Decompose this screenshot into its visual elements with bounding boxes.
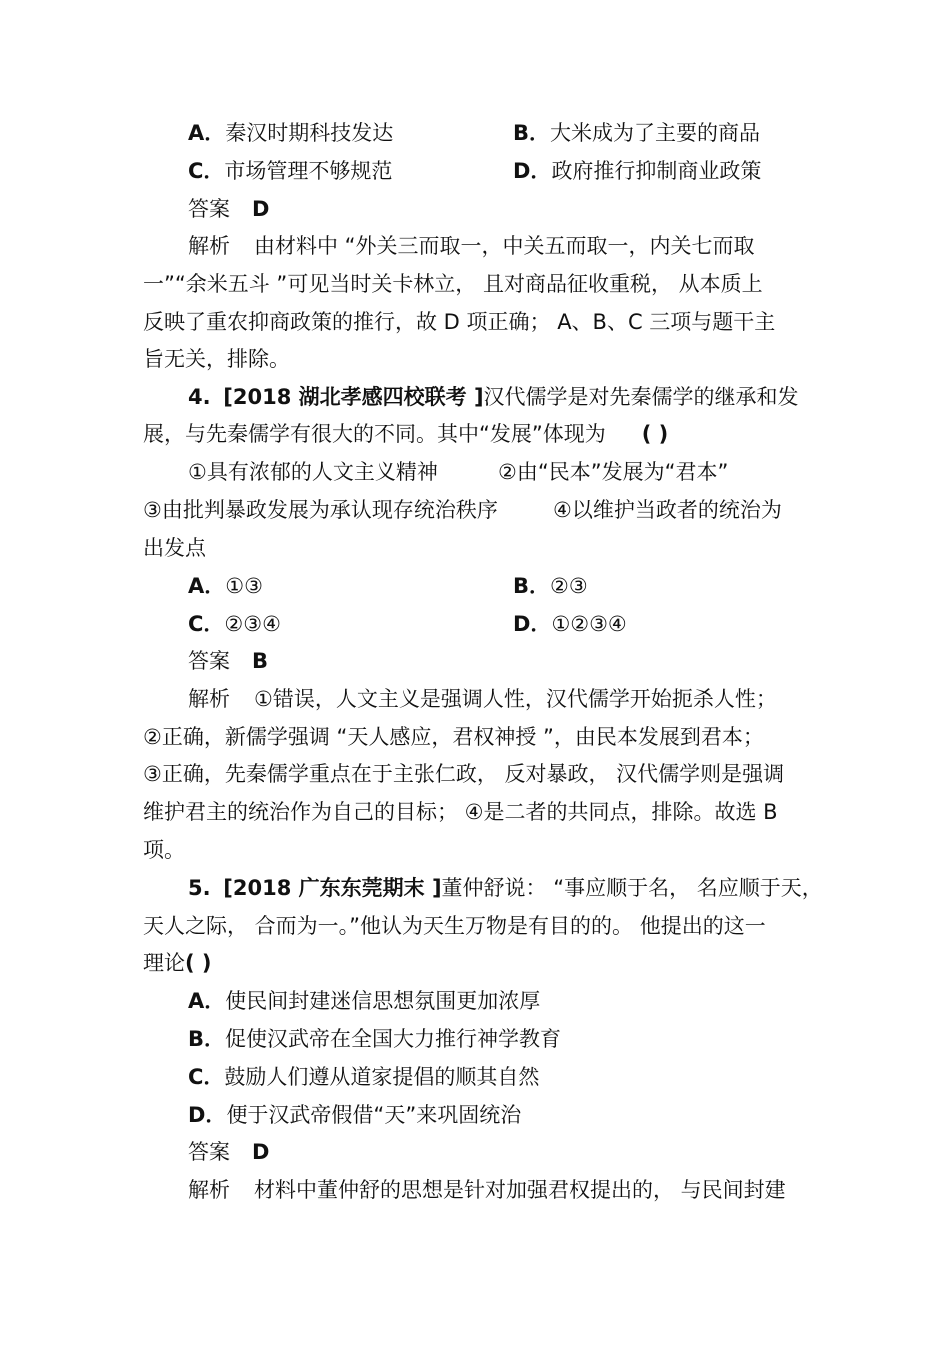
analysis-label: 解析 — [188, 687, 230, 711]
option-letter: B． — [513, 121, 551, 145]
answer-value: D — [252, 197, 270, 221]
q4-option-b — [513, 573, 588, 599]
q5-option-c — [188, 1064, 539, 1090]
q5-stem-line-1 — [188, 875, 823, 901]
q3-option-b — [513, 120, 760, 146]
q4-analysis-line-2: ②正确，新儒学强调 “天人感应，君权神授 ”，由民本发展到君本； — [143, 725, 764, 749]
q3-option-c — [188, 158, 392, 184]
option-letter: D． — [513, 159, 552, 183]
option-letter: C． — [188, 1065, 225, 1089]
option-text: ②③④ — [224, 612, 281, 636]
q4-item-4: ④以维护当政者的统治为 — [553, 498, 782, 522]
q4-item-3: ③由批判暴政发展为承认现存统治秩序 — [143, 498, 498, 522]
option-text: ②③ — [550, 574, 588, 598]
option-text: 秦汉时期科技发达 — [225, 121, 394, 145]
analysis-text: ①错误，人文主义是强调人性，汉代儒学开始扼杀人性； — [254, 687, 777, 711]
stem-text: 展，与先秦儒学有很大的不同。其中“发展”体现为 — [143, 422, 606, 446]
analysis-text: 由材料中 “外关三而取一，中关五而取一，内关七而取 — [254, 234, 755, 258]
answer-paren: ( ) — [185, 951, 212, 975]
analysis-label: 解析 — [188, 1178, 230, 1202]
option-letter: A． — [188, 989, 226, 1013]
q3-answer — [188, 196, 269, 222]
q4-item-2: ②由“民本”发展为“君本” — [498, 460, 729, 484]
q4-analysis-line-1 — [188, 686, 777, 712]
q4-answer — [188, 648, 268, 674]
q5-stem-line-3 — [143, 950, 212, 976]
q4-stem-line-2 — [143, 421, 668, 447]
answer-value: D — [252, 1140, 270, 1164]
answer-paren: ( ) — [641, 422, 669, 446]
stem-text: 理论 — [143, 951, 185, 975]
option-text: 鼓励人们遵从道家提倡的顺其自然 — [224, 1065, 540, 1089]
question-source: [2018 湖北孝感四校联考 ] — [223, 385, 484, 409]
option-text: 使民间封建迷信思想氛围更加浓厚 — [225, 989, 541, 1013]
stem-text: 汉代儒学是对先秦儒学的继承和发 — [483, 385, 799, 409]
option-letter: B． — [188, 1027, 226, 1051]
option-text: 政府推行抑制商业政策 — [551, 159, 762, 183]
option-letter: B． — [513, 574, 551, 598]
q4-analysis-line-5: 项。 — [143, 838, 185, 862]
option-text: 大米成为了主要的商品 — [550, 121, 761, 145]
q4-stem-line-1 — [188, 384, 799, 410]
analysis-text: 材料中董仲舒的思想是针对加强君权提出的， 与民间封建 — [254, 1178, 786, 1202]
option-letter: C． — [188, 612, 225, 636]
q4-analysis-line-3: ③正确，先秦儒学重点在于主张仁政， 反对暴政， 汉代儒学则是强调 — [143, 762, 785, 786]
q5-option-a — [188, 988, 540, 1014]
question-number: 4. — [188, 385, 211, 409]
q3-option-d — [513, 158, 761, 184]
q5-option-d — [188, 1102, 521, 1128]
q5-option-b — [188, 1026, 561, 1052]
answer-value: B — [252, 649, 269, 673]
q4-option-c — [188, 611, 281, 637]
q4-item-1: ①具有浓郁的人文主义精神 — [188, 460, 438, 484]
option-text: ①②③④ — [551, 612, 627, 636]
q3-analysis-line-4: 旨无关，排除。 — [143, 347, 290, 371]
q3-analysis-line-2: 一”“余米五斗 ”可见当时关卡林立， 且对商品征收重税， 从本质上 — [143, 272, 763, 296]
q3-option-a — [188, 120, 393, 146]
stem-text: 董仲舒说： “事应顺于名， 名应顺于天， — [441, 876, 823, 900]
option-text: 促使汉武帝在全国大力推行神学教育 — [225, 1027, 562, 1051]
q5-stem-line-2: 天人之际， 合而为一。”他认为天生万物是有目的的。 他提出的这一 — [143, 914, 766, 938]
analysis-label: 解析 — [188, 234, 230, 258]
option-letter: A． — [188, 574, 226, 598]
q4-option-a — [188, 573, 263, 599]
option-text: 便于汉武帝假借“天”来巩固统治 — [226, 1103, 522, 1127]
question-source: [2018 广东东莞期末 ] — [223, 876, 442, 900]
option-letter: C． — [188, 159, 225, 183]
q4-analysis-line-4: 维护君主的统治作为自己的目标； ④是二者的共同点，排除。故选 B — [143, 800, 778, 824]
question-number: 5. — [188, 876, 211, 900]
answer-label: 答案 — [188, 649, 230, 673]
option-letter: A． — [188, 121, 226, 145]
q4-option-d — [513, 611, 627, 637]
q3-analysis-line-3: 反映了重农抑商政策的推行，故 D 项正确； A、B、C 三项与题干主 — [143, 310, 776, 334]
q4-item-4-cont: 出发点 — [143, 536, 206, 560]
answer-label: 答案 — [188, 1140, 230, 1164]
answer-label: 答案 — [188, 197, 230, 221]
option-text: 市场管理不够规范 — [224, 159, 393, 183]
q5-analysis-line-1 — [188, 1177, 786, 1203]
option-letter: D． — [513, 612, 552, 636]
q5-answer — [188, 1139, 269, 1165]
q3-analysis-line-1 — [188, 233, 755, 259]
option-letter: D． — [188, 1103, 227, 1127]
option-text: ①③ — [225, 574, 263, 598]
